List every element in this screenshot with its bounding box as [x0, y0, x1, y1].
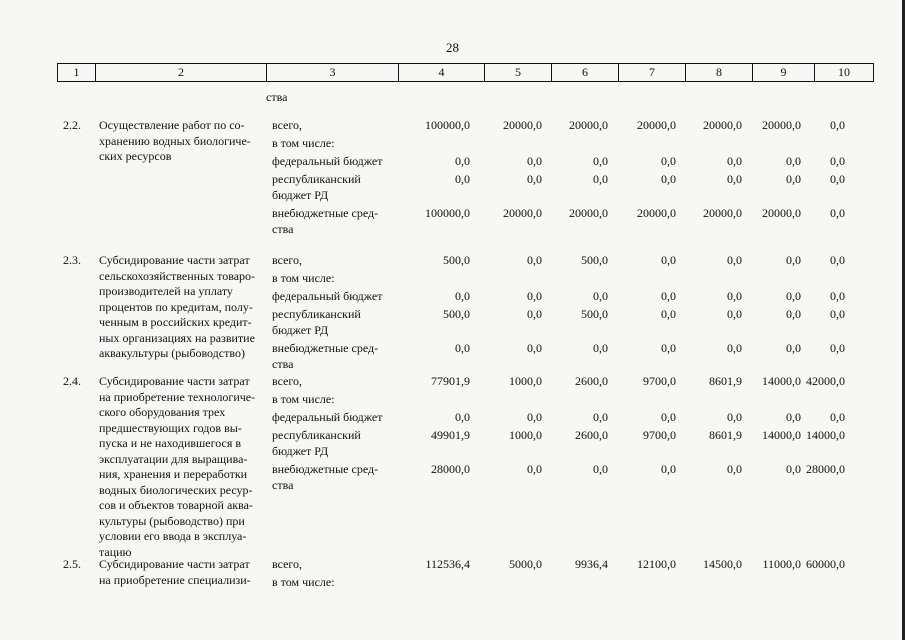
amount-cell: 0,0 — [661, 341, 676, 355]
amount-cell: 42000,0 — [806, 374, 845, 388]
funding-source-label: всего, — [272, 374, 303, 388]
amount-cell: 0,0 — [527, 462, 542, 476]
item-number: 2.3. — [63, 253, 81, 267]
amount-cell: 0,0 — [593, 462, 608, 476]
amount-cell: 500,0 — [581, 253, 608, 267]
amount-cell: 0,0 — [830, 253, 845, 267]
item-number: 2.2. — [63, 118, 81, 132]
funding-source-label: федеральный бюджет — [272, 289, 383, 303]
amount-cell: 0,0 — [830, 206, 845, 220]
col-header-4: 4 — [399, 64, 485, 82]
col-header-3: 3 — [267, 64, 399, 82]
item-number: 2.5. — [63, 557, 81, 571]
item-description: Субсидирование части затрат на приобретение специализи- — [99, 557, 251, 587]
amount-cell: 0,0 — [527, 307, 542, 321]
amount-cell: 49901,9 — [431, 428, 470, 442]
amount-cell: 20000,0 — [703, 206, 742, 220]
amount-cell: 1000,0 — [509, 374, 542, 388]
funding-source-label: внебюджетные сред- ства — [272, 341, 379, 371]
amount-cell: 28000,0 — [806, 462, 845, 476]
amount-cell: 0,0 — [786, 253, 801, 267]
amount-cell: 0,0 — [527, 289, 542, 303]
funding-source-label: республиканский бюджет РД — [272, 307, 361, 337]
amount-cell: 20000,0 — [703, 118, 742, 132]
amount-cell: 8601,9 — [709, 374, 742, 388]
amount-cell: 0,0 — [830, 154, 845, 168]
amount-cell: 11000,0 — [762, 557, 801, 571]
funding-source-label: в том числе: — [272, 271, 335, 285]
amount-cell: 20000,0 — [762, 118, 801, 132]
funding-source-label: в том числе: — [272, 575, 335, 589]
amount-cell: 0,0 — [593, 172, 608, 186]
amount-cell: 0,0 — [455, 154, 470, 168]
funding-source-label: всего, — [272, 118, 303, 132]
col-header-7: 7 — [619, 64, 686, 82]
amount-cell: 500,0 — [443, 253, 470, 267]
amount-cell: 0,0 — [593, 154, 608, 168]
column-header-row — [57, 63, 874, 82]
item-description: Субсидирование части затрат сельскохозяйственных товаро- производителей на уплату процентов по кредитам, полу- ченным в российских кредит- ных организациях на развитие аквакультуры (рыбоводство) — [99, 253, 256, 360]
amount-cell: 0,0 — [661, 410, 676, 424]
amount-cell: 0,0 — [661, 289, 676, 303]
funding-source-label: федеральный бюджет — [272, 410, 383, 424]
page-number: 28 — [446, 40, 459, 55]
amount-cell: 2600,0 — [575, 428, 608, 442]
amount-cell: 14000,0 — [762, 374, 801, 388]
amount-cell: 0,0 — [830, 118, 845, 132]
amount-cell: 0,0 — [727, 410, 742, 424]
amount-cell: 12100,0 — [637, 557, 676, 571]
amount-cell: 0,0 — [830, 172, 845, 186]
col-header-8: 8 — [686, 64, 753, 82]
col-header-9: 9 — [753, 64, 815, 82]
amount-cell: 0,0 — [830, 307, 845, 321]
item-description: Осуществление работ по со- хранению водных биологиче- ских ресурсов — [99, 118, 251, 163]
funding-source-label: в том числе: — [272, 136, 335, 150]
amount-cell: 0,0 — [661, 154, 676, 168]
amount-cell: 14000,0 — [762, 428, 801, 442]
amount-cell: 60000,0 — [806, 557, 845, 571]
amount-cell: 0,0 — [786, 462, 801, 476]
continued-text: ства — [266, 90, 288, 104]
amount-cell: 20000,0 — [503, 206, 542, 220]
amount-cell: 0,0 — [527, 253, 542, 267]
amount-cell: 0,0 — [727, 172, 742, 186]
amount-cell: 20000,0 — [569, 118, 608, 132]
amount-cell: 0,0 — [455, 410, 470, 424]
amount-cell: 0,0 — [593, 410, 608, 424]
amount-cell: 0,0 — [786, 172, 801, 186]
amount-cell: 0,0 — [727, 341, 742, 355]
amount-cell: 9700,0 — [643, 374, 676, 388]
amount-cell: 2600,0 — [575, 374, 608, 388]
amount-cell: 20000,0 — [637, 206, 676, 220]
col-header-2: 2 — [96, 64, 267, 82]
col-header-1: 1 — [58, 64, 96, 82]
amount-cell: 1000,0 — [509, 428, 542, 442]
amount-cell: 0,0 — [455, 289, 470, 303]
amount-cell: 0,0 — [727, 289, 742, 303]
funding-source-label: в том числе: — [272, 392, 335, 406]
amount-cell: 14000,0 — [806, 428, 845, 442]
amount-cell: 100000,0 — [425, 206, 470, 220]
amount-cell: 0,0 — [661, 172, 676, 186]
amount-cell: 0,0 — [786, 307, 801, 321]
amount-cell: 0,0 — [727, 253, 742, 267]
amount-cell: 14500,0 — [703, 557, 742, 571]
amount-cell: 500,0 — [581, 307, 608, 321]
amount-cell: 0,0 — [786, 410, 801, 424]
funding-source-label: внебюджетные сред- ства — [272, 462, 379, 492]
col-header-5: 5 — [485, 64, 552, 82]
amount-cell: 20000,0 — [637, 118, 676, 132]
amount-cell: 20000,0 — [569, 206, 608, 220]
amount-cell: 77901,9 — [431, 374, 470, 388]
amount-cell: 0,0 — [727, 307, 742, 321]
amount-cell: 0,0 — [661, 253, 676, 267]
funding-source-label: всего, — [272, 557, 303, 571]
amount-cell: 5000,0 — [509, 557, 542, 571]
amount-cell: 0,0 — [527, 172, 542, 186]
amount-cell: 0,0 — [455, 341, 470, 355]
amount-cell: 0,0 — [661, 307, 676, 321]
amount-cell: 20000,0 — [762, 206, 801, 220]
amount-cell: 0,0 — [727, 462, 742, 476]
funding-source-label: республиканский бюджет РД — [272, 172, 361, 202]
item-description: Субсидирование части затрат на приобретение технологиче- ского оборудования трех предшествующих годов вы- пуска и не находившегося в эксплуатации для выращива- ния, хранения и переработки водных биологических ресур- сов и объектов товарной аква- культуры (рыбоводство) при условии его ввода в эксплуа- тацию — [99, 374, 256, 559]
amount-cell: 28000,0 — [431, 462, 470, 476]
amount-cell: 0,0 — [830, 341, 845, 355]
amount-cell: 500,0 — [443, 307, 470, 321]
col-header-6: 6 — [552, 64, 619, 82]
amount-cell: 0,0 — [830, 289, 845, 303]
col-header-10: 10 — [815, 64, 874, 82]
amount-cell: 0,0 — [455, 172, 470, 186]
amount-cell: 0,0 — [661, 462, 676, 476]
amount-cell: 0,0 — [786, 341, 801, 355]
funding-source-label: федеральный бюджет — [272, 154, 383, 168]
funding-source-label: внебюджетные сред- ства — [272, 206, 379, 236]
amount-cell: 112536,4 — [425, 557, 470, 571]
amount-cell: 8601,9 — [709, 428, 742, 442]
amount-cell: 9936,4 — [575, 557, 608, 571]
amount-cell: 0,0 — [527, 154, 542, 168]
amount-cell: 9700,0 — [643, 428, 676, 442]
amount-cell: 0,0 — [593, 341, 608, 355]
amount-cell: 100000,0 — [425, 118, 470, 132]
funding-source-label: всего, — [272, 253, 303, 267]
amount-cell: 0,0 — [786, 154, 801, 168]
amount-cell: 0,0 — [527, 410, 542, 424]
amount-cell: 0,0 — [830, 410, 845, 424]
funding-source-label: республиканский бюджет РД — [272, 428, 361, 458]
amount-cell: 0,0 — [593, 289, 608, 303]
amount-cell: 20000,0 — [503, 118, 542, 132]
amount-cell: 0,0 — [727, 154, 742, 168]
amount-cell: 0,0 — [527, 341, 542, 355]
amount-cell: 0,0 — [786, 289, 801, 303]
item-number: 2.4. — [63, 374, 81, 388]
